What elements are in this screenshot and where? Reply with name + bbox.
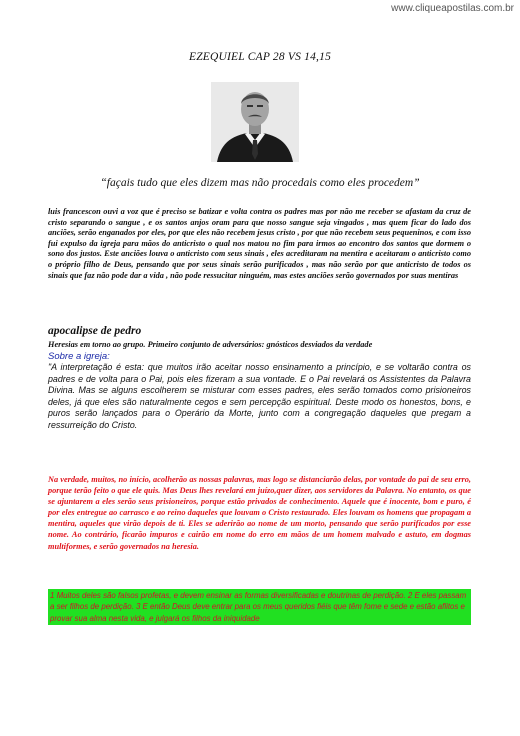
green-highlighted-paragraph: 1 Muitos deles são falsos profetas, e devem ensinar as formas diversificadas e doutrinas de perdição. 2 E eles passam a ser filhos de perdição. 3 E então Deus deve entrar para os meus queridos fiéis que têm fome e sede e estão aflitos e provar sua alma nesta vida, e julgará os filhos da iniquidade	[48, 589, 471, 625]
interpretation-paragraph: "A interpretação é esta: que muitos irão aceitar nosso ensinamento a princípio, e se voltarão contra os padres e de volta para o Pai, pois eles fizeram a sua vontade. E o Pai revelará os Assistentes da Palavra Divina. Mas se alguns escolherem se misturar com esses padres, eles serão tomados como prisioneiros deles, já que eles são naturalmente cegos e sem percepção espiritual. Deste modo os honestos, bons, e puros serão lançados para o Operário da Morte, junto com a congregação daqueles que pregam a ressurreição do Cristo.	[48, 362, 471, 430]
portrait-photo	[211, 82, 299, 162]
quote-line: “façais tudo que eles dizem mas não procedais como eles procedem”	[100, 177, 420, 189]
site-watermark: www.cliqueapostilas.com.br	[391, 3, 514, 14]
heading-apocalipse: apocalipse de pedro	[48, 325, 142, 337]
portrait-photo-icon	[211, 82, 299, 162]
paragraph-francescon: luis francescon ouvi a voz que é preciso se batizar e volta contra os padres mas por não me receber se afastam da cruz de cristo separando o sangue , e os santos anjos oram para que nosso sangue seja vingados , mas quem ficar do lado dos anciões, serão enganados por eles, por que eles não recebem jesus cristo , por que não recebem seus pequeninos, e com isso fui expulso da igreja para mãos do anticristo o qual nos matou no fim para irmos ao encontro dos santos que dormem o sono dos justos. Este anciões louva o anticristo com seus sinais , eles acreditaram na mentira e aceitaram o anticristo como o próprio filho de Deus, pensando que por seus sinais serão purificados , mas não serão por que anticristo de todos os sinais que faz não pode dar a vida , não pode ressucitar ninguém, mas estes anciões serão governados por suas mentiras	[48, 207, 471, 280]
subheading-heresias: Heresias em torno ao grupo. Primeiro conjunto de adversários: gnósticos desviados da verdade	[48, 340, 373, 349]
red-paragraph: Na verdade, muitos, no início, acolherão as nossas palavras, mas logo se distanciarão delas, por vontade do pai de seu erro, porque terão feito o que ele quis. Mas Deus lhes revelará em juízo,quer dizer, aos servidores da Palavra. No entanto, os que se ajuntarem a eles serão seus prisioneiros, porque estão privados de conhecimento. Aquele que é inocente, bom e puro, é por eles entregue ao carrasco e ao reino daqueles que louvam o Cristo restaurado. Eles louvam os homens que propagam a mentira, aqueles que virão depois de ti. Eles se aderirão ao nome de um morto, pensando que serão purificados por esse nome. Ao contrário, ficarão impuros e cairão em nome do erro em mãos de um homem malvado e astuto, em dogmas multiformes, e serão governados na heresia.	[48, 475, 471, 551]
sobre-label: Sobre a igreja:	[48, 351, 110, 362]
page-title: EZEQUIEL CAP 28 VS 14,15	[188, 51, 332, 63]
